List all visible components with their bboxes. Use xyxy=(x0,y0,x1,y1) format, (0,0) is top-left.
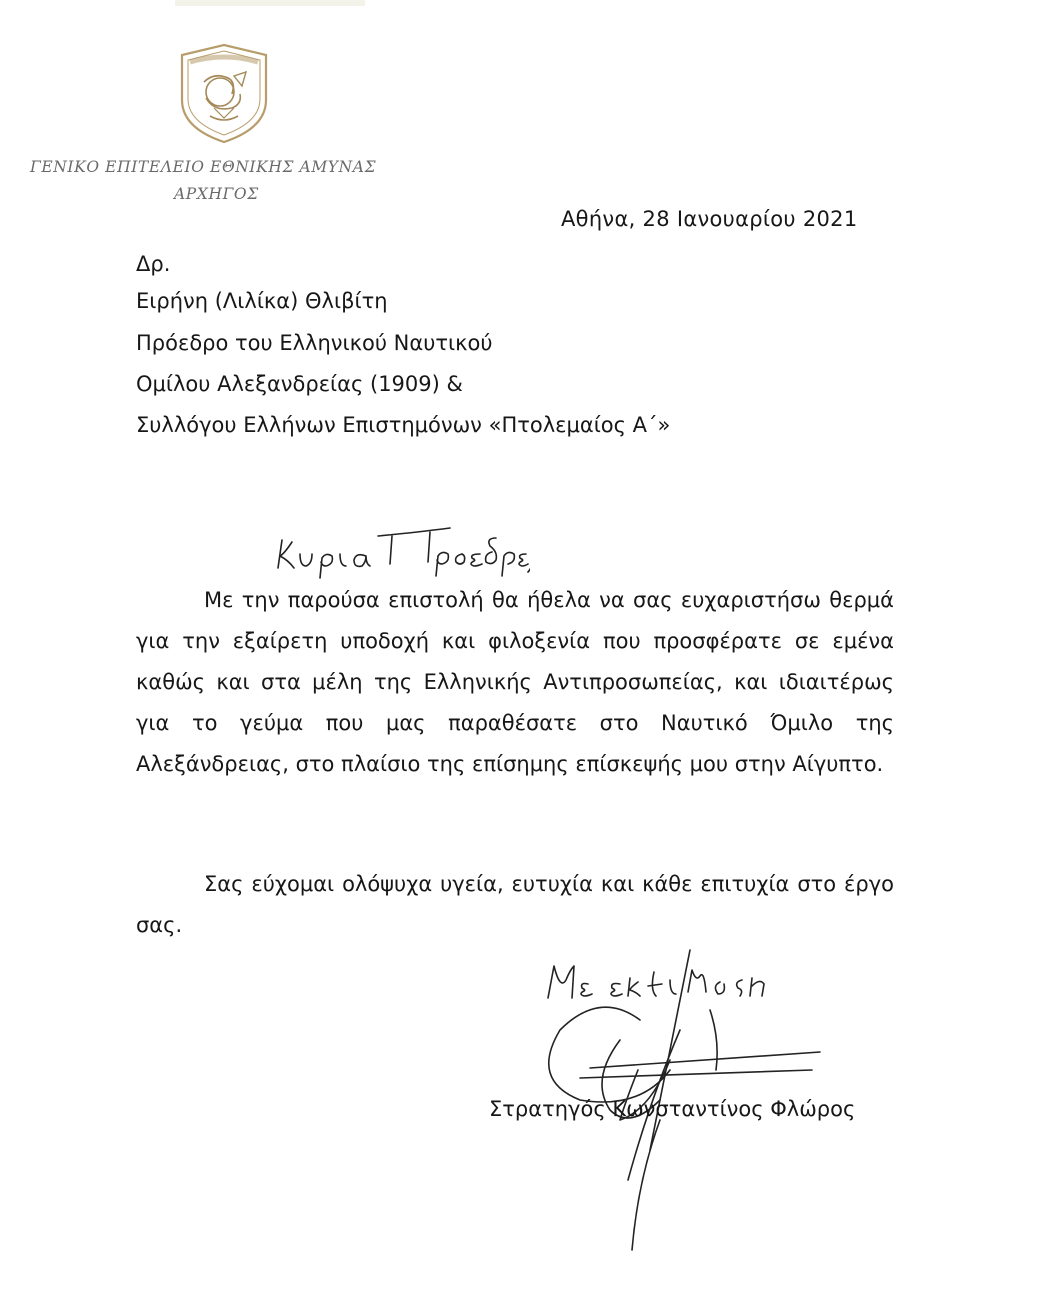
body-paragraph: Σας εύχομαι ολόψυχα υγεία, ευτυχία και κάθε επιτυχία στο έργο σας. xyxy=(136,872,894,937)
scan-edge xyxy=(175,0,365,6)
office-title: ΑΡΧΗΓΟΣ xyxy=(174,185,259,203)
letter-date: Αθήνα, 28 Ιανουαρίου 2021 xyxy=(561,207,858,231)
recipient-line: Πρόεδρο του Ελληνικού Ναυτικού xyxy=(136,331,493,355)
recipient-line: Συλλόγου Ελλήνων Επιστημόνων «Πτολεμαίος Α΄» xyxy=(136,413,671,437)
handwritten-signature-icon xyxy=(520,920,830,1260)
recipient-line: Ομίλου Αλεξανδρείας (1909) & xyxy=(136,372,463,396)
recipient-name: Ειρήνη (Λιλίκα) Θλιβίτη xyxy=(136,289,388,313)
organization-name: ΓΕΝΙΚΟ ΕΠΙΤΕΛΕΙΟ ΕΘΝΙΚΗΣ ΑΜΥΝΑΣ xyxy=(30,158,377,176)
body-paragraph: Με την παρούσα επιστολή θα ήθελα να σας ευχαριστήσω θερμά για την εξαίρετη υποδοχή και φιλοξενία που προσφέρατε σε εμένα καθώς και στα μέλη της Ελληνικής Αντιπροσωπείας, και ιδιαιτέρως για το γεύμα που μας παραθέσατε στο Ναυτικό Όμιλο της Αλεξάνδρειας, στο πλαίσιο της επίσημης επίσκεψής μου στην Αίγυπτο. xyxy=(136,588,894,776)
handwritten-salutation xyxy=(270,516,530,582)
recipient-title: Δρ. xyxy=(136,252,171,276)
hellenic-general-staff-emblem-icon xyxy=(176,42,272,146)
signatory-name: Στρατηγός Κωνσταντίνος Φλώρος xyxy=(489,1097,856,1121)
